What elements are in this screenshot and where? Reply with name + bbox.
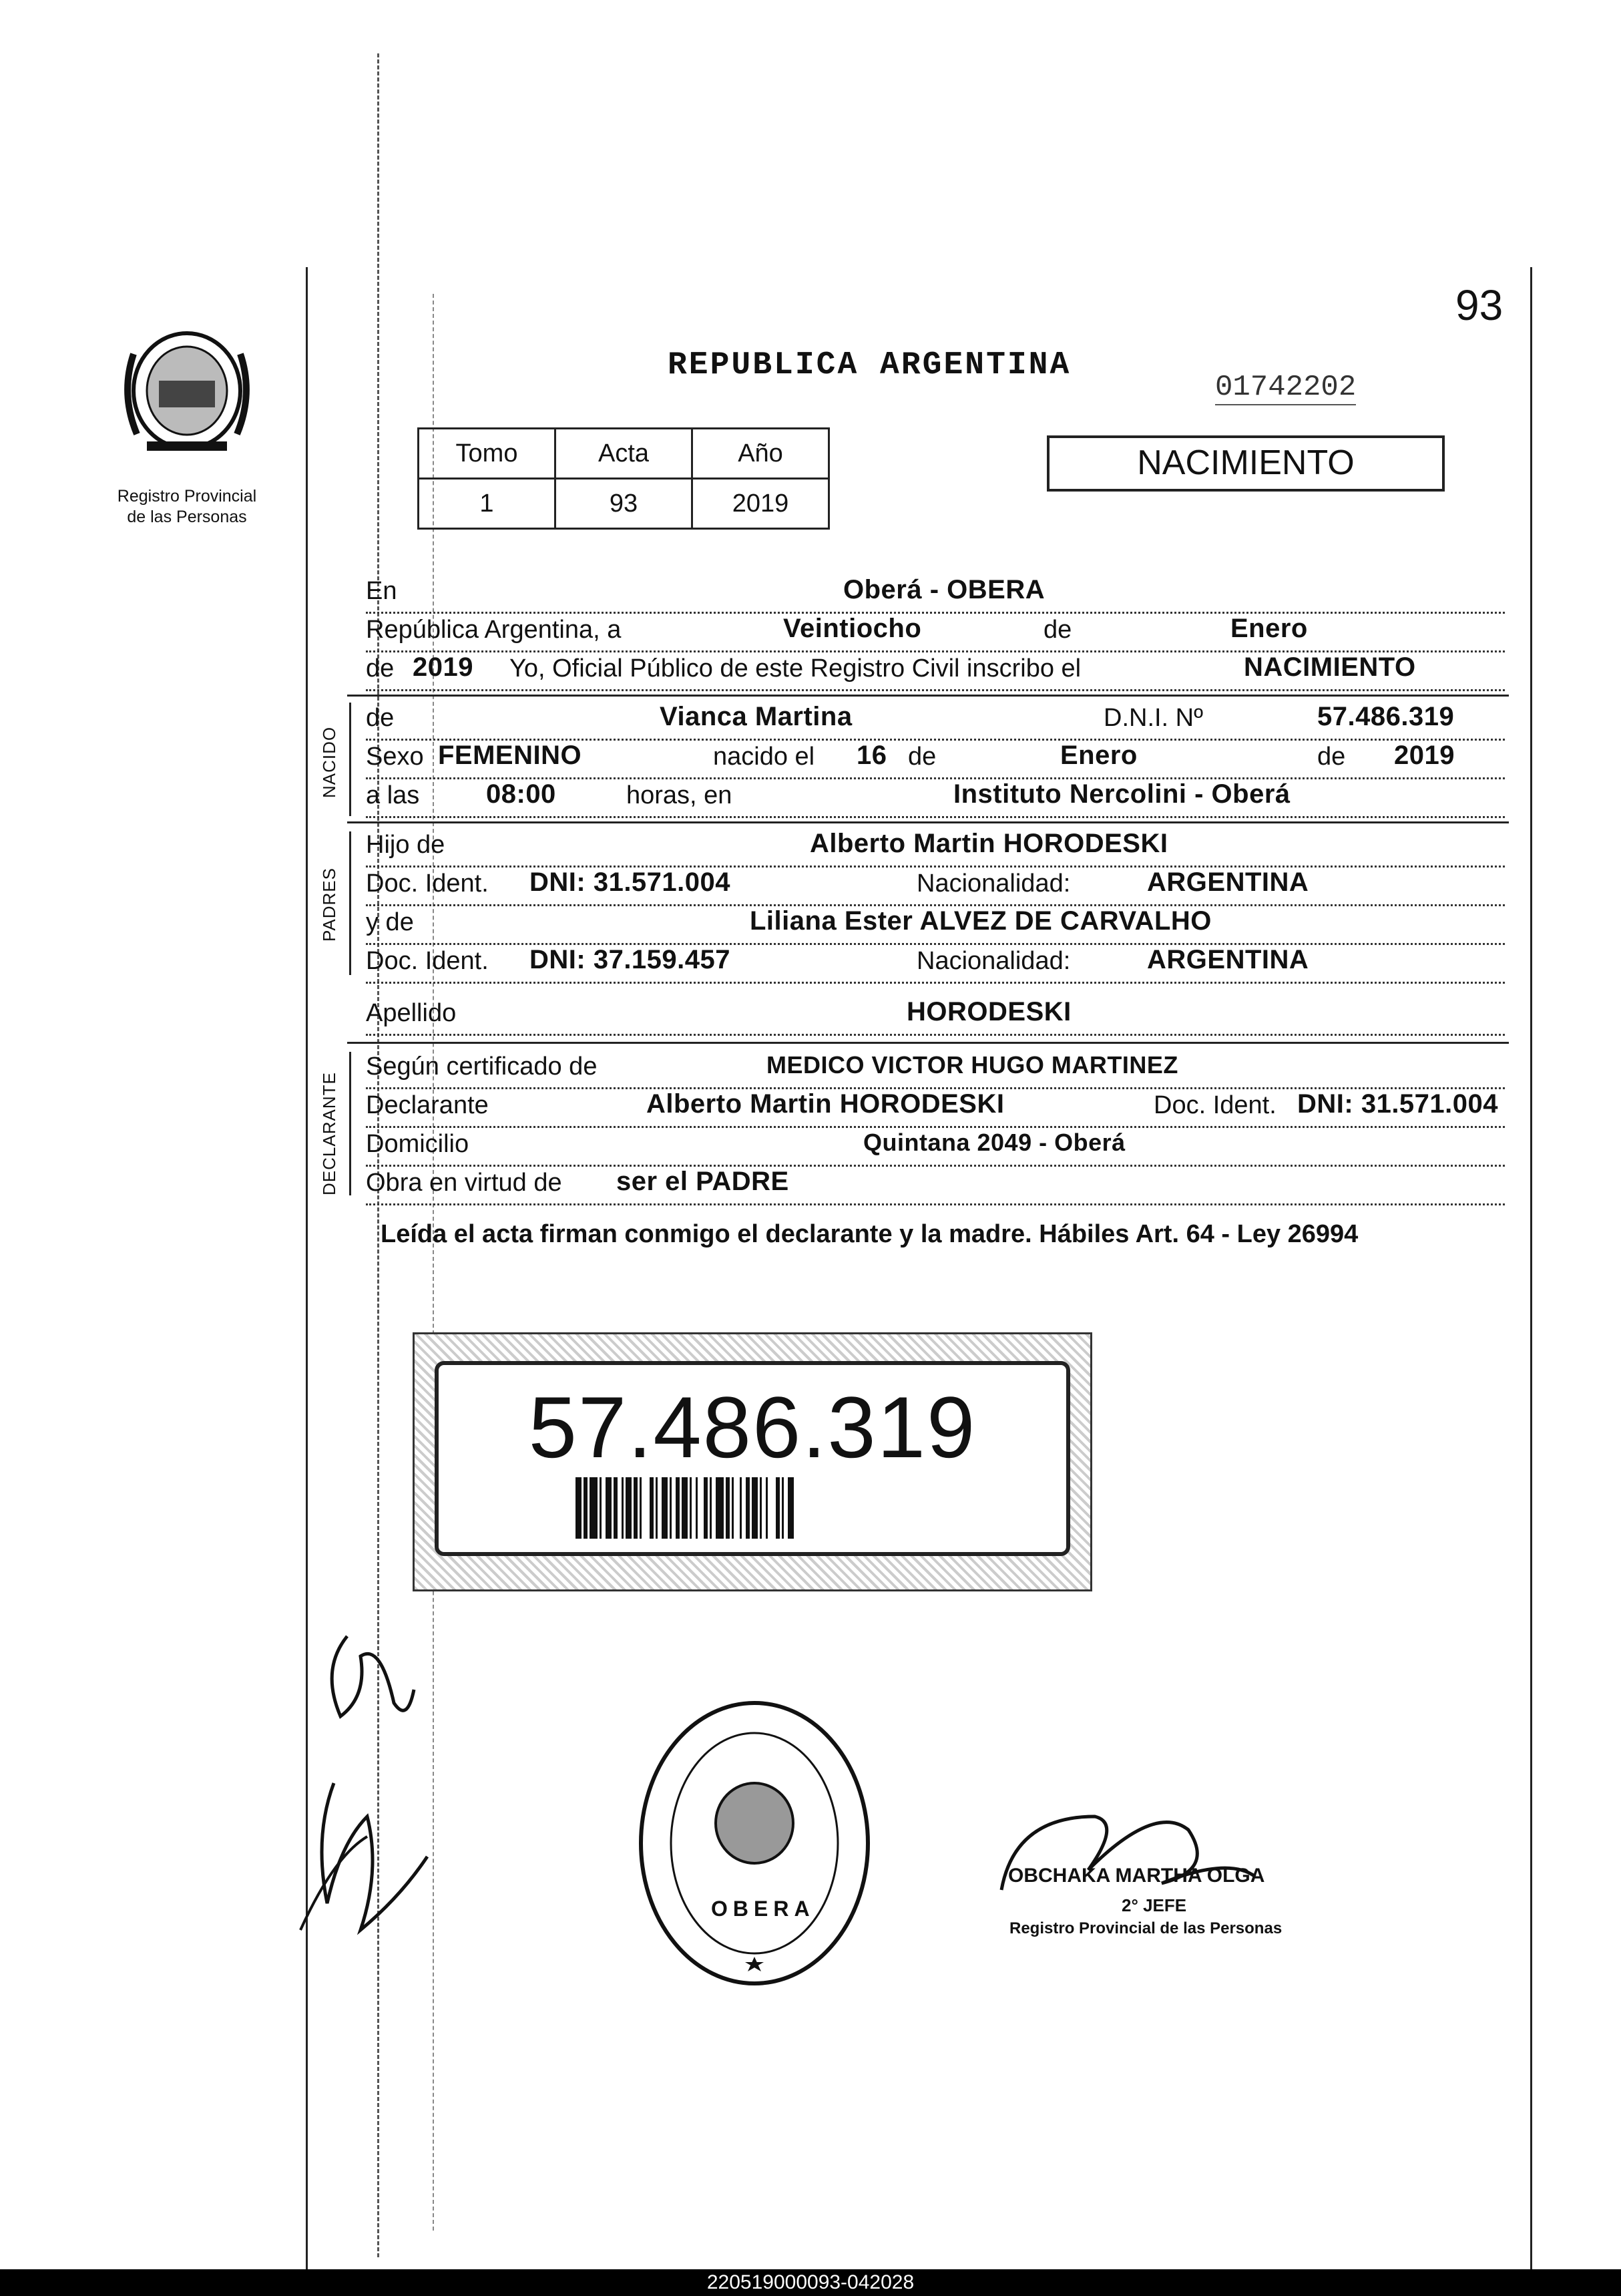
row-certificate	[366, 1050, 1505, 1089]
declarant-doc: DNI: 31.571.004	[1297, 1089, 1499, 1119]
legal-note: Leída el acta firman conmigo el declarante y la madre. Hábiles Art. 64 - Ley 26994	[381, 1220, 1359, 1248]
registry-stamp	[631, 1690, 878, 1997]
serial-number: 01742202	[1215, 371, 1357, 404]
mother-doc: DNI: 37.159.457	[529, 945, 731, 974]
row-year	[366, 652, 1505, 691]
row-time	[366, 779, 1505, 818]
document-code: 220519000093-042028	[0, 2269, 1621, 2296]
row-capacity	[366, 1166, 1505, 1205]
surname-value: HORODESKI	[907, 997, 1072, 1026]
domicilio-label: Domicilio	[366, 1130, 469, 1158]
declarant-doc-label: Doc. Ident.	[1154, 1091, 1277, 1119]
nacido-label: NACIDO	[319, 726, 339, 798]
misiones-shield-icon	[107, 327, 267, 454]
declarant-signature	[294, 1616, 441, 1963]
book-reference-table	[417, 427, 830, 530]
anio-header: Año	[692, 429, 829, 479]
document-title: REPUBLICA ARGENTINA	[668, 347, 1072, 383]
logo-line2: de las Personas	[127, 508, 247, 526]
row-declarant	[366, 1089, 1505, 1128]
row-surname	[366, 996, 1505, 1036]
de-label: de	[1044, 616, 1072, 644]
declarante-label: DECLARANTE	[319, 1072, 339, 1195]
birth-day: 16	[857, 741, 887, 770]
logo-line1: Registro Provincial	[117, 487, 257, 506]
republica-label: República Argentina, a	[366, 616, 622, 644]
row-sex	[366, 740, 1505, 779]
birth-time: 08:00	[486, 779, 556, 809]
row-date	[366, 613, 1505, 652]
dni-barcode	[575, 1477, 949, 1539]
row-father	[366, 828, 1505, 868]
birth-year: 2019	[1394, 741, 1455, 770]
father-nat-label: Nacionalidad:	[917, 870, 1071, 898]
a-las-label: a las	[366, 781, 420, 809]
tomo-header: Tomo	[419, 429, 555, 479]
dni-card-number: 57.486.319	[528, 1378, 977, 1476]
mother-nat-label: Nacionalidad:	[917, 947, 1071, 975]
mother-nationality: ARGENTINA	[1147, 945, 1309, 974]
address-value: Quintana 2049 - Oberá	[863, 1129, 1126, 1156]
stamp-city: OBERA	[711, 1897, 815, 1921]
row-place	[366, 574, 1505, 614]
province-logo	[107, 327, 267, 454]
row-address	[366, 1127, 1505, 1167]
de-year-label: de	[1317, 743, 1346, 771]
row-mother-doc	[366, 944, 1505, 984]
acta-header: Acta	[555, 429, 692, 479]
mother-doc-label: Doc. Ident.	[366, 947, 489, 975]
official-name: OBCHAKA MARTHA OLGA	[1008, 1865, 1265, 1887]
official-org: Registro Provincial de las Personas	[1009, 1919, 1283, 1937]
nacido-el-label: nacido el	[713, 743, 815, 771]
separator-1	[347, 695, 1509, 697]
row-mother	[366, 906, 1505, 945]
acta-value: 93	[555, 479, 692, 529]
de-name-label: de	[366, 704, 395, 732]
padres-label: PADRES	[319, 868, 339, 942]
cert-label: Según certificado de	[366, 1053, 598, 1081]
en-label: En	[366, 577, 397, 605]
declarante-bracket	[349, 1052, 351, 1195]
anio-value: 2019	[692, 479, 829, 529]
padres-bracket	[349, 831, 351, 975]
declarant-name: Alberto Martin HORODESKI	[646, 1089, 1005, 1119]
father-doc-label: Doc. Ident.	[366, 870, 489, 898]
separator-3	[347, 1042, 1509, 1044]
apellido-label: Apellido	[366, 999, 457, 1027]
day-value: Veintiocho	[783, 614, 922, 643]
obra-value: ser el PADRE	[616, 1167, 789, 1196]
y-de-label: y de	[366, 908, 414, 936]
official-role: 2° JEFE	[1122, 1895, 1187, 1915]
father-name: Alberto Martin HORODESKI	[810, 829, 1168, 858]
act-type-box: NACIMIENTO	[1047, 435, 1445, 492]
separator-2	[347, 821, 1509, 823]
place-value: Oberá - OBERA	[843, 575, 1046, 604]
sexo-value: FEMENINO	[438, 741, 582, 770]
row-name	[366, 701, 1505, 741]
father-doc: DNI: 31.571.004	[529, 868, 731, 897]
row-father-doc	[366, 867, 1505, 906]
declarante-name-label: Declarante	[366, 1091, 489, 1119]
father-nationality: ARGENTINA	[1147, 868, 1309, 897]
right-border	[1530, 267, 1532, 2269]
tomo-value: 1	[419, 479, 555, 529]
dni-label: D.N.I. Nº	[1104, 704, 1203, 732]
hijo-de-label: Hijo de	[366, 831, 445, 859]
type-value: NACIMIENTO	[1244, 652, 1416, 682]
dni-card	[413, 1332, 1092, 1591]
dni-card-inner	[435, 1361, 1070, 1556]
year-value: 2019	[413, 652, 473, 682]
page-number: 93	[1455, 281, 1503, 329]
mother-name: Liliana Ester ALVEZ DE CARVALHO	[750, 906, 1212, 936]
de-birth-label: de	[908, 743, 937, 771]
birth-month: Enero	[1060, 741, 1138, 770]
month-value: Enero	[1230, 614, 1308, 643]
sexo-label: Sexo	[366, 743, 424, 771]
child-name: Vianca Martina	[660, 702, 853, 731]
left-border	[306, 267, 308, 2269]
horas-label: horas, en	[626, 781, 732, 809]
cert-value: MEDICO VICTOR HUGO MARTINEZ	[766, 1051, 1178, 1079]
nacido-bracket	[349, 703, 351, 816]
child-dni: 57.486.319	[1317, 702, 1455, 731]
birth-place: Instituto Nercolini - Oberá	[953, 779, 1291, 809]
de2-label: de	[366, 654, 395, 683]
obra-label: Obra en virtud de	[366, 1169, 562, 1197]
inscribo-label: Yo, Oficial Público de este Registro Civil inscribo el	[509, 654, 1082, 683]
